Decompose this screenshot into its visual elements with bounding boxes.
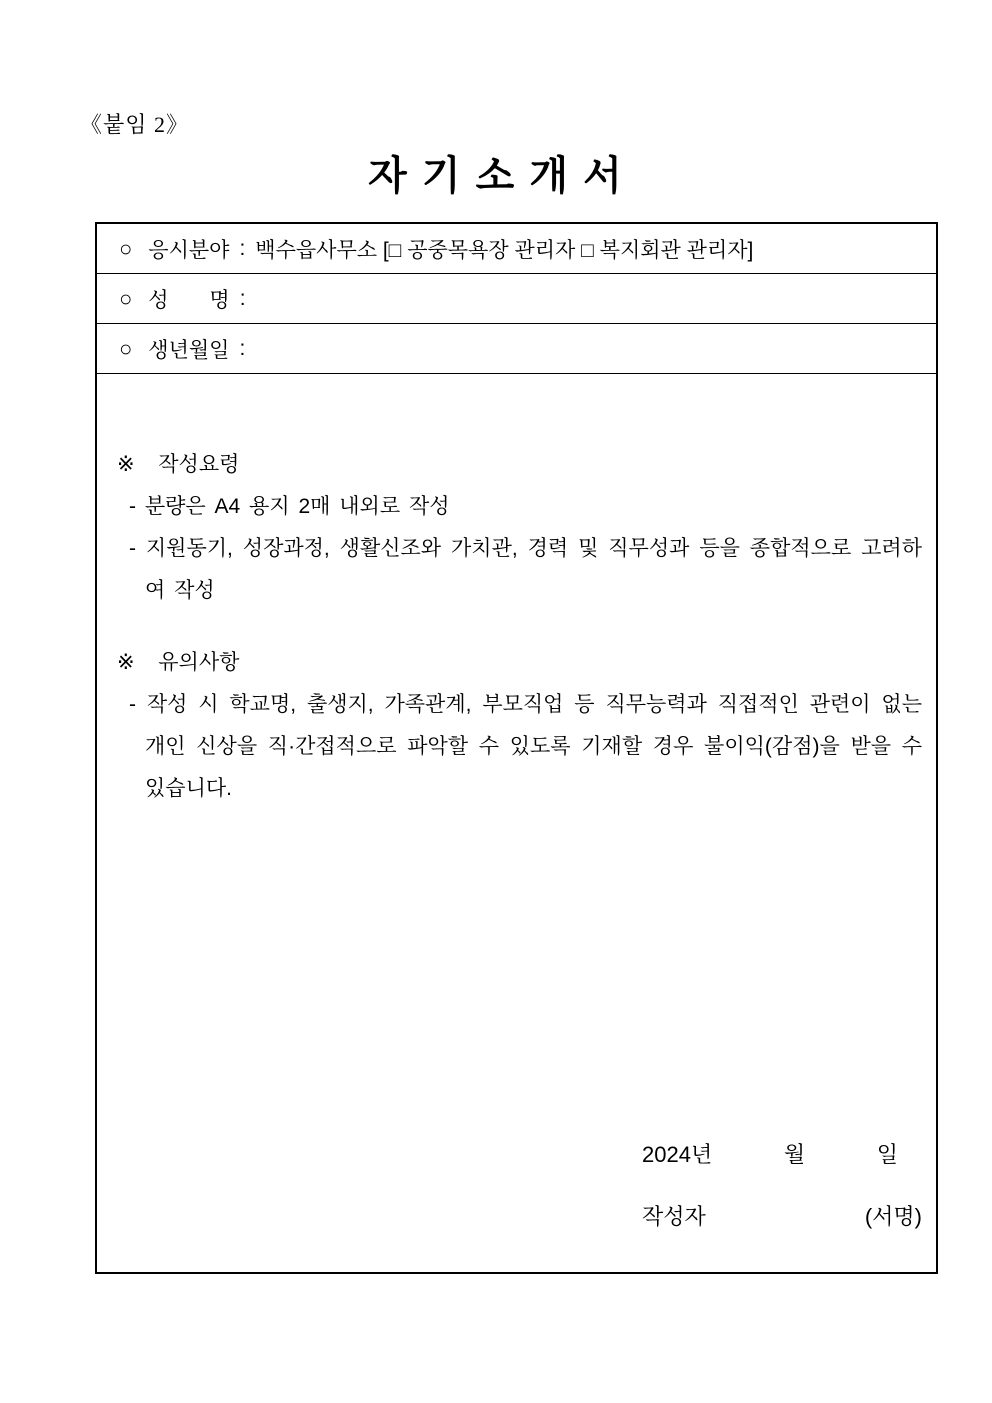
circle-marker: ○ [119, 235, 133, 261]
application-form-table [95, 222, 938, 1274]
instructions-cell [97, 374, 936, 1272]
birthdate-field-label: 생년월일 [148, 338, 230, 362]
notice-heading: ※ 유의사항 [117, 651, 240, 674]
colon-separator: : [239, 286, 246, 310]
guideline-item: - 분량은 A4 용지 2매 내외로 작성 [129, 495, 450, 518]
notice-section [117, 642, 922, 810]
apply-field-label: 응시분야 [148, 238, 230, 262]
sign-label: (서명) [864, 1204, 922, 1229]
guideline-heading: ※ 작성요령 [117, 453, 240, 476]
guideline-item: - 지원동기, 성장과정, 생활신조와 가치관, 경력 및 직무성과 등을 종합적으로 고려하여 작성 [129, 537, 922, 602]
form-row-name [97, 274, 936, 324]
page-title: 자 기 소 개 서 [368, 154, 624, 198]
name-field-label: 성 명 [148, 288, 230, 312]
apply-field-value: 백수읍사무소 [□ 공중목욕장 관리자 □ 복지회관 관리자] [255, 238, 754, 262]
date-year: 2024년 [642, 1142, 713, 1167]
date-day: 일 [876, 1142, 898, 1167]
attachment-label: 《붙임 2》 [80, 112, 190, 137]
signature-block [642, 1142, 922, 1230]
guideline-section [117, 444, 922, 612]
colon-separator: : [239, 236, 246, 260]
writer-row [642, 1204, 922, 1230]
form-row-apply-field [97, 224, 936, 274]
colon-separator: : [239, 336, 246, 360]
circle-marker: ○ [119, 335, 133, 361]
form-row-birthdate [97, 324, 936, 374]
notice-item: - 작성 시 학교명, 출생지, 가족관계, 부모직업 등 직무능력과 직접적인 관련이 없는 개인 신상을 직·간접적으로 파악할 수 있도록 기재할 경우 불이익(감점)을 받을 수 있습니다. [129, 693, 922, 800]
date-row [642, 1142, 922, 1168]
writer-label: 작성자 [642, 1204, 706, 1229]
circle-marker: ○ [119, 285, 133, 311]
date-month: 월 [783, 1142, 806, 1167]
